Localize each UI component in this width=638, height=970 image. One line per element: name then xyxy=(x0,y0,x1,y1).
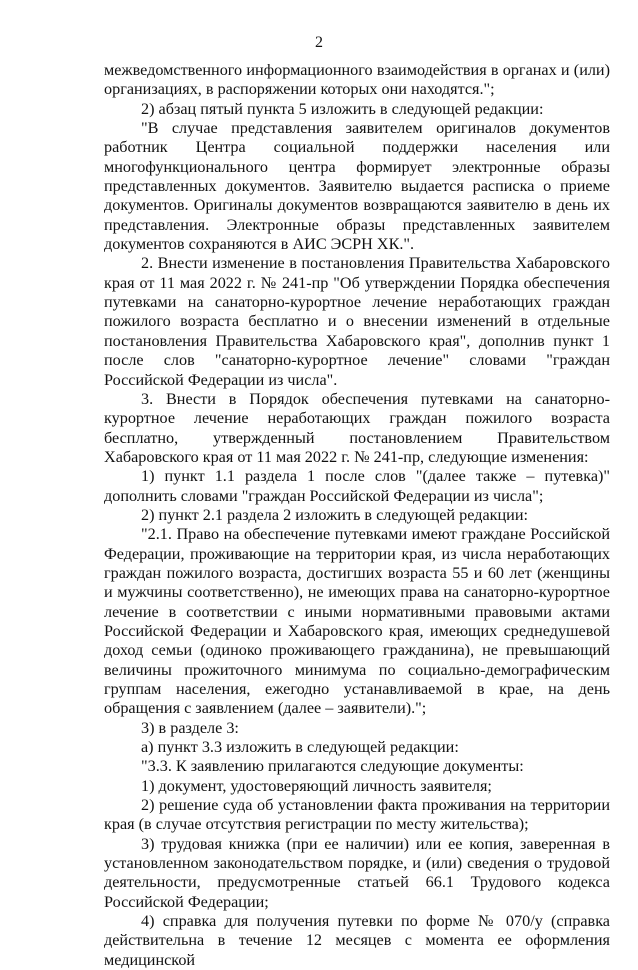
paragraph: 2) решение суда об установлении факта проживания на территории края (в случае отсутствия регистрации по месту жительства); xyxy=(104,796,610,834)
paragraph: "В случае представления заявителем оригиналов документов работник Центра социальной поддержки населения или многофункционального центра формирует электронные образы представленных документов. Заявителю выдается расписка о приеме документов. Оригиналы документов возвращаются заявителю в день их представления. Электронные образы представленных заявителем документов сохраняются в АИС ЭСРН ХК.". xyxy=(104,119,610,254)
paragraph: 1) пункт 1.1 раздела 1 после слов "(далее также – путевка)" дополнить словами "граждан Российской Федерации из числа"; xyxy=(104,467,610,505)
paragraph: 1) документ, удостоверяющий личность заявителя; xyxy=(141,776,492,795)
paragraph: 3) трудовая книжка (при ее наличии) или ее копия, заверенная в установленном законодательством порядке, и (или) сведения о трудовой деятельности, предусмотренные статьей 66.1 Трудового кодекса Российской Федерации; xyxy=(104,834,610,911)
paragraph: "3.3. К заявлению прилагаются следующие документы: xyxy=(141,757,524,776)
paragraph: межведомственного информационного взаимодействия в органах и (или) организациях, в распоряжении которых они находятся."; xyxy=(104,61,610,99)
paragraph: 4) справка для получения путевки по форме № 070/у (справка действительна в течение 12 месяцев с момента ее оформления медицинской xyxy=(104,912,610,969)
paragraph: "2.1. Право на обеспечение путевками имеют граждане Российской Федерации, проживающие на территории края, из числа неработающих граждан пожилого возраста, достигших возраста 55 и 60 лет (женщины и мужчины соответственно), не имеющих права на санаторно-курортное лечение в соответствии с иными нормативными правовыми актами Российской Федерации и Хабаровского края, имеющих среднедушевой доход семьи (одиноко проживающего гражданина), не превышающий величины прожиточного минимума по социально-демографическим группам населения, ежегодно устанавливаемой в крае, на день обращения с заявлением (далее – заявители)."; xyxy=(104,525,610,718)
page-number: 2 xyxy=(315,34,323,51)
paragraph: 2) абзац пятый пункта 5 изложить в следующей редакции: xyxy=(141,99,544,118)
paragraph: 2) пункт 2.1 раздела 2 изложить в следующей редакции: xyxy=(141,505,528,524)
document-body xyxy=(104,61,610,970)
paragraph: 2. Внести изменение в постановления Правительства Хабаровского края от 11 мая 2022 г. № 241-пр "Об утверждении Порядка обеспечения путевками на санаторно-курортное лечение неработающих граждан пожилого возраста бесплатно и о внесении изменений в отдельные постановления Правительства Хабаровского края", дополнив пункт 1 после слов "санаторно-курортное лечение" словами "граждан Российской Федерации из числа". xyxy=(104,254,610,389)
paragraph: 3) в разделе 3: xyxy=(141,718,239,737)
paragraph: 3. Внести в Порядок обеспечения путевками на санаторно-курортное лечение неработающих граждан пожилого возраста бесплатно, утвержденный постановлением Правительством Хабаровского края от 11 мая 2022 г. № 241-пр, следующие изменения: xyxy=(104,389,610,466)
paragraph: а) пункт 3.3 изложить в следующей редакции: xyxy=(141,738,459,757)
